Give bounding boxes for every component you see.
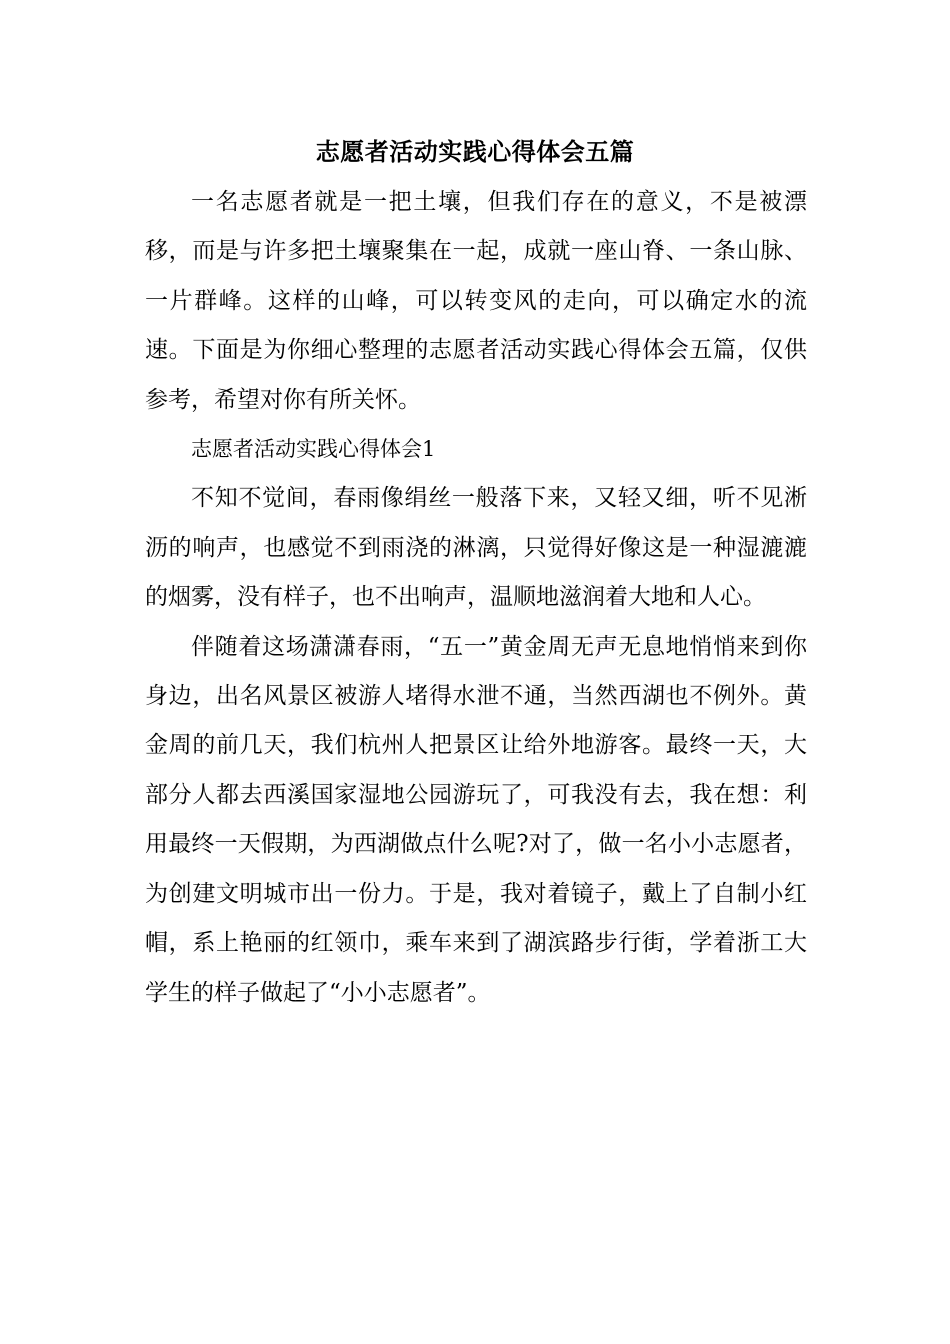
section-heading: 志愿者活动实践心得体会1 [191, 437, 436, 462]
intro-paragraph: 一名志愿者就是一把土壤，但我们存在的意义，不是被漂移，而是与许多把土壤聚集在一起，成就一座山脊、一条山脉、一片群峰。这样的山峰，可以转变风的走向，可以确定水的流速。下面是为你细心整理的志愿者活动实践心得体会五篇，仅供参考，希望对你有所关怀。 [145, 189, 807, 413]
document-body [145, 178, 807, 1018]
document-title: 志愿者活动实践心得体会五篇 [315, 137, 635, 166]
body-paragraph: 伴随着这场潇潇春雨，“五一”黄金周无声无息地悄悄来到你身边，出名风景区被游人堵得水泄不通，当然西湖也不例外。黄金周的前几天，我们杭州人把景区让给外地游客。最终一天，大部分人都去西溪国家湿地公园游玩了，可我没有去，我在想：利用最终一天假期，为西湖做点什么呢?对了，做一名小小志愿者，为创建文明城市出一份力。于是，我对着镜子，戴上了自制小红帽，系上艳丽的红领巾，乘车来到了湖滨路步行街，学着浙工大学生的样子做起了“小小志愿者”。 [145, 633, 807, 1006]
body-paragraph: 不知不觉间，春雨像绢丝一般落下来，又轻又细，听不见淅沥的响声，也感觉不到雨浇的淋漓，只觉得好像这是一种湿漉漉的烟雾，没有样子，也不出响声，温顺地滋润着大地和人心。 [145, 485, 807, 611]
